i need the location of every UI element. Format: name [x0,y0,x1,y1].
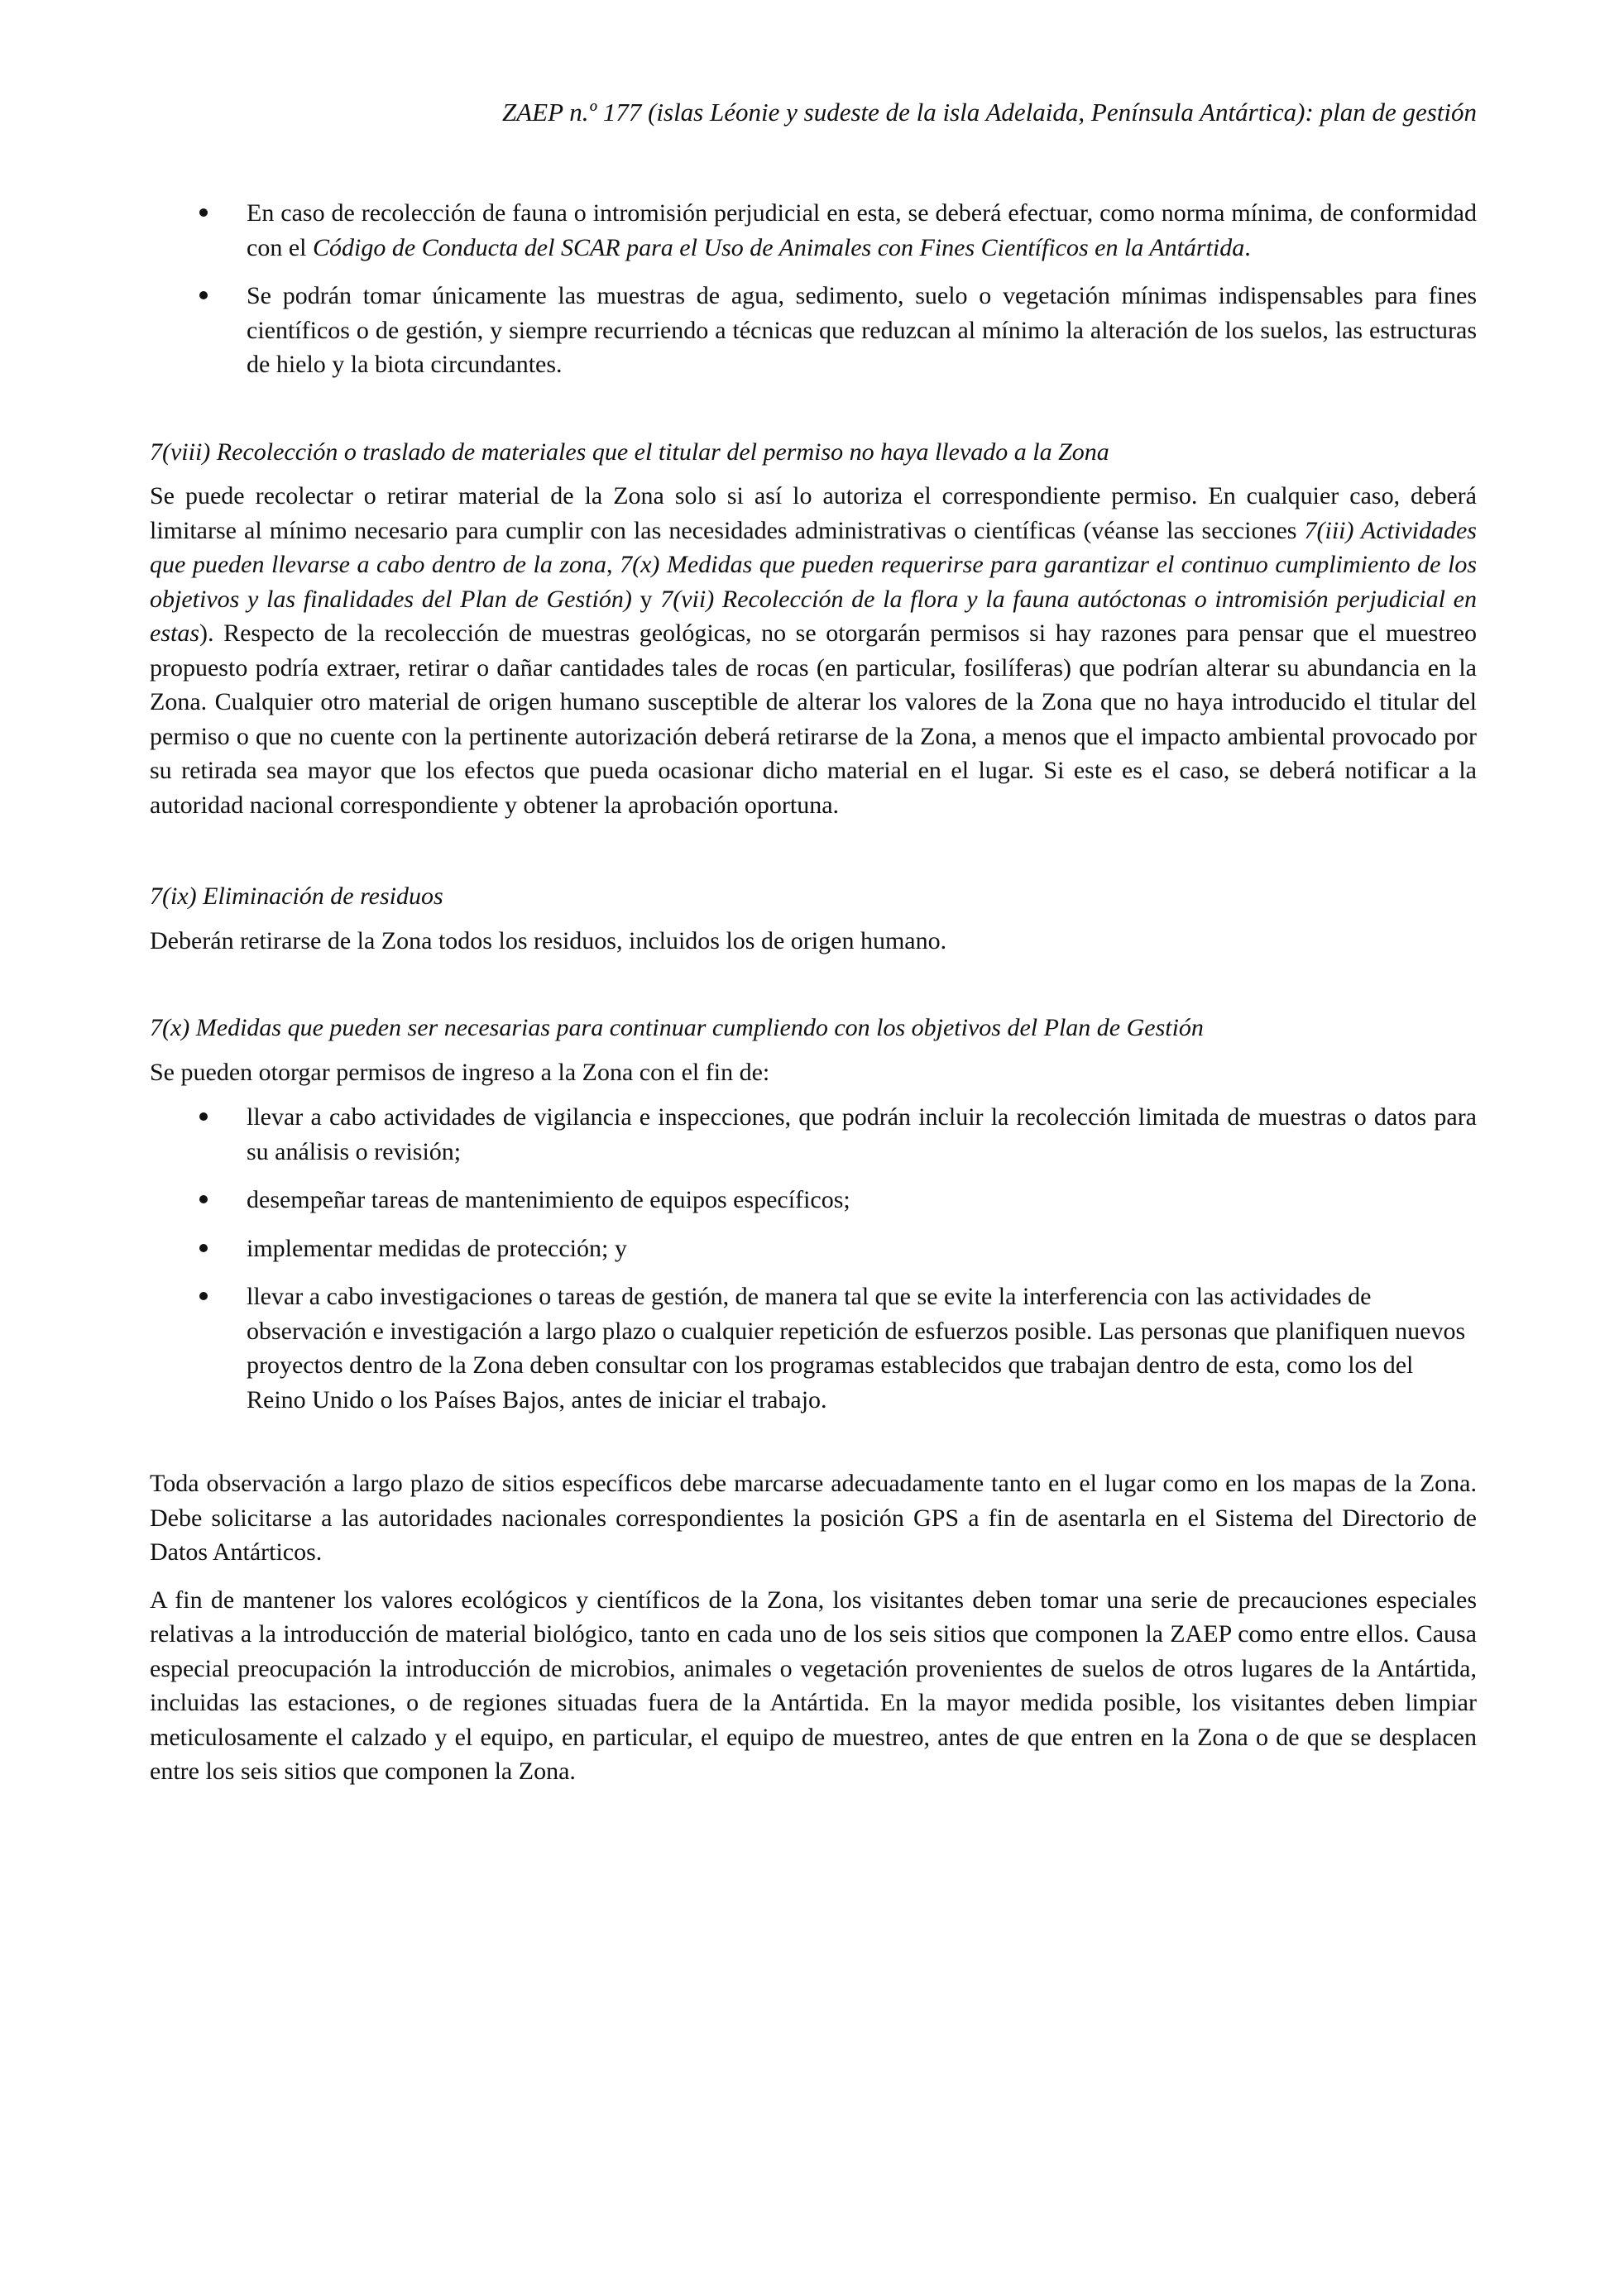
section-heading-viii: 7(viii) Recolección o traslado de materiales que el titular del permiso no haya llevado a la Zona [150,438,1109,466]
list-item [150,1232,1477,1266]
bullet-item-samples [150,279,1477,382]
bullet-text: Se podrán tomar únicamente las muestras de agua, sedimento, suelo o vegetación mínimas indispensables para fines científicos o de gestión, y siempre recurriendo a técnicas que reduzcan al mínimo la alteración de los suelos, las estructuras de hielo y la biota circundantes. [247,282,1477,378]
bullet-text: En caso de recolección de fauna o intromisión perjudicial en esta, se deberá efectuar, como norma mínima, de conformidad con el [247,199,1477,261]
bullet-item-fauna [150,196,1477,265]
bullet-text-end: . [1244,233,1251,261]
bullet-list-collection [150,196,1477,382]
list-item-text: llevar a cabo actividades de vigilancia e inspecciones, que podrán incluir la recolección limitada de muestras o datos para su análisis o revisión; [247,1103,1477,1165]
bullet-icon [199,1244,208,1252]
running-header: ZAEP n.º 177 (islas Léonie y sudeste de la isla Adelaida, Península Antártica): plan de gestión [501,98,1477,127]
bullet-icon [199,1112,208,1121]
paragraph-text: ). Respecto de la recolección de muestras geológicas, no se otorgarán permisos si hay razones para pensar que el muestreo propuesto podría extraer, retirar o dañar cantidades tales de rocas (en particular, fosilíferas) que podrían alterar su abundancia en la Zona. Cualquier otro material de origen humano susceptible de alterar los valores de la Zona que no haya introducido el titular del permiso o que no cuente con la pertinente autorización deberá retirarse de la Zona, a menos que el impacto ambiental provocado por su retirada sea mayor que los efectos que pueda ocasionar dicho material en el lugar. Si este es el caso, se deberá notificar a la autoridad nacional correspondiente y obtener la aprobación oportuna. [150,619,1477,819]
biological-precautions-paragraph: A fin de mantener los valores ecológicos y científicos de la Zona, los visitantes deben tomar una serie de precauciones especiales relativas a la introducción de material biológico, tanto en cada uno de los seis sitios que componen la ZAEP como entre ellos. Causa especial preocupación la introducción de microbios, animales o vegetación provenientes de suelos de otros lugares de la Antártida, incluidas las estaciones, o de regiones situadas fuera de la Antártida. En la mayor medida posible, los visitantes deben limpiar meticulosamente el calzado y el equipo, en particular, el equipo de muestreo, antes de que entren en la Zona o de que se desplacen entre los seis sitios que componen la Zona. [150,1586,1477,1785]
list-item-text: llevar a cabo investigaciones o tareas de gestión, de manera tal que se evite la interferencia con las actividades de observación e investigación a largo plazo o cualquier repetición de esfuerzos posible. Las personas que planifiquen nuevos proyectos dentro de la Zona deben consultar con los programas establecidos que trabajan dentro de esta, como los del Reino Unido o los Países Bajos, antes de iniciar el trabajo. [247,1283,1466,1413]
bullet-icon [199,1195,208,1203]
scar-code-title: Código de Conducta del SCAR para el Uso de Animales con Fines Científicos en la Antártida [312,233,1245,261]
page-content [150,196,1477,1789]
section-heading-ix: 7(ix) Eliminación de residuos [150,883,443,910]
bullet-icon [199,208,208,217]
section-reference: 7(iii) Actividades que pueden llevarse a cabo dentro de la zona [150,516,1477,578]
list-item-text: implementar medidas de protección; y [247,1234,627,1262]
permit-purposes-list [150,1100,1477,1417]
list-item [150,1100,1477,1169]
section-reference: 7(x) Medidas que pueden requerirse para garantizar el continuo cumplimiento de los objetivos y las finalidades del Plan de Gestión) [150,551,1478,613]
section-viii-paragraph [150,479,1477,822]
list-item [150,1183,1477,1217]
paragraph-text: y [631,585,661,613]
list-item-text: desempeñar tareas de mantenimiento de equipos específicos; [247,1186,850,1213]
section-reference: 7(vii) Recolección de la flora y la fauna autóctonas o intromisión perjudicial en estas [150,585,1477,647]
gps-paragraph: Toda observación a largo plazo de sitios específicos debe marcarse adecuadamente tanto en el lugar como en los mapas de la Zona. Debe solicitarse a las autoridades nacionales correspondientes la posición GPS a fin de asentarla en el Sistema del Directorio de Datos Antárticos. [150,1470,1477,1566]
paragraph-text: , [606,551,620,578]
bullet-icon [199,1292,208,1300]
section-ix-paragraph: Deberán retirarse de la Zona todos los residuos, incluidos los de origen humano. [150,926,947,954]
section-x-intro: Se pueden otorgar permisos de ingreso a la Zona con el fin de: [150,1058,770,1086]
bullet-icon [199,291,208,299]
list-item [150,1280,1477,1417]
section-heading-x: 7(x) Medidas que pueden ser necesarias para continuar cumpliendo con los objetivos del Plan de Gestión [150,1014,1204,1041]
paragraph-text: Se puede recolectar o retirar material de la Zona solo si así lo autoriza el correspondiente permiso. En cualquier caso, deberá limitarse al mínimo necesario para cumplir con las necesidades administrativas o científicas (véanse las secciones [150,482,1477,544]
